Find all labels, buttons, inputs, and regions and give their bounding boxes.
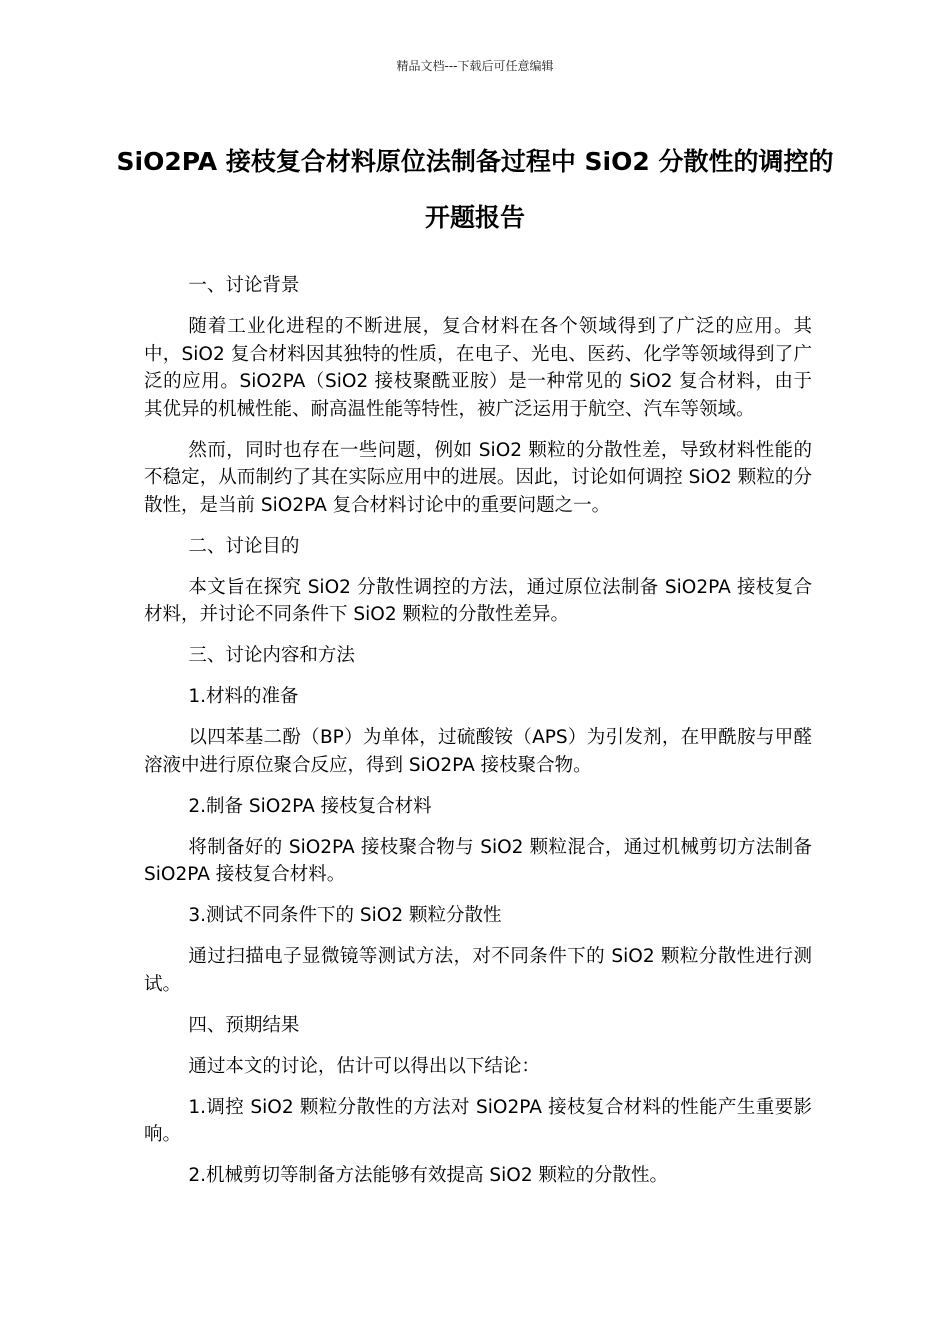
paragraph-material-preparation: 以四苯基二酚（BP）为单体，过硫酸铵（APS）为引发剂，在甲酰胺与甲醛溶液中进行原位聚合反应，得到 SiO2PA 接枝聚合物。	[144, 727, 812, 776]
section-heading-expected-results: 四、预期结果	[188, 1014, 300, 1036]
paragraph-expected-intro: 通过本文的讨论，估计可以得出以下结论：	[188, 1055, 540, 1077]
paragraph-dispersion-testing: 通过扫描电子显微镜等测试方法，对不同条件下的 SiO2 颗粒分散性进行测试。	[144, 946, 812, 995]
header-note: 精品文档---下载后可任意编辑	[396, 59, 554, 73]
paragraph-background-2: 然而，同时也存在一些问题，例如 SiO2 颗粒的分散性差，导致材料性能的不稳定，从而制约了其在实际应用中的进展。因此，讨论如何调控 SiO2 颗粒的分散性，是当前 SiO2PA 复合材料讨论中的重要问题之一。	[144, 439, 812, 516]
document-title: SiO2PA 接枝复合材料原位法制备过程中 SiO2 分散性的调控的开题报告	[116, 147, 834, 232]
document-body	[144, 272, 812, 1203]
subheading-composite-preparation: 2.制备 SiO2PA 接枝复合材料	[188, 795, 432, 817]
paragraph-expected-result-1: 1.调控 SiO2 颗粒分散性的方法对 SiO2PA 接枝复合材料的性能产生重要影响。	[144, 1096, 812, 1145]
paragraph-expected-result-2: 2.机械剪切等制备方法能够有效提高 SiO2 颗粒的分散性。	[188, 1165, 669, 1186]
section-heading-background: 一、讨论背景	[188, 275, 300, 296]
subheading-material-preparation: 1.材料的准备	[188, 686, 299, 707]
paragraph-background-1: 随着工业化进程的不断进展，复合材料在各个领域得到了广泛的应用。其中，SiO2 复合材料因其独特的性质，在电子、光电、医药、化学等领域得到了广泛的应用。SiO2PA（SiO2 接枝聚酰亚胺）是一种常见的 SiO2 复合材料，由于其优异的机械性能、耐高温性能等特性，被广泛运用于航空、汽车等领域。	[144, 316, 812, 420]
subheading-dispersion-testing: 3.测试不同条件下的 SiO2 颗粒分散性	[188, 905, 502, 926]
section-heading-content-method: 三、讨论内容和方法	[188, 645, 355, 666]
paragraph-purpose: 本文旨在探究 SiO2 分散性调控的方法，通过原位法制备 SiO2PA 接枝复合材料，并讨论不同条件下 SiO2 颗粒的分散性差异。	[144, 576, 812, 625]
paragraph-composite-preparation: 将制备好的 SiO2PA 接枝聚合物与 SiO2 颗粒混合，通过机械剪切方法制备 SiO2PA 接枝复合材料。	[144, 836, 812, 885]
section-heading-purpose: 二、讨论目的	[188, 535, 300, 557]
